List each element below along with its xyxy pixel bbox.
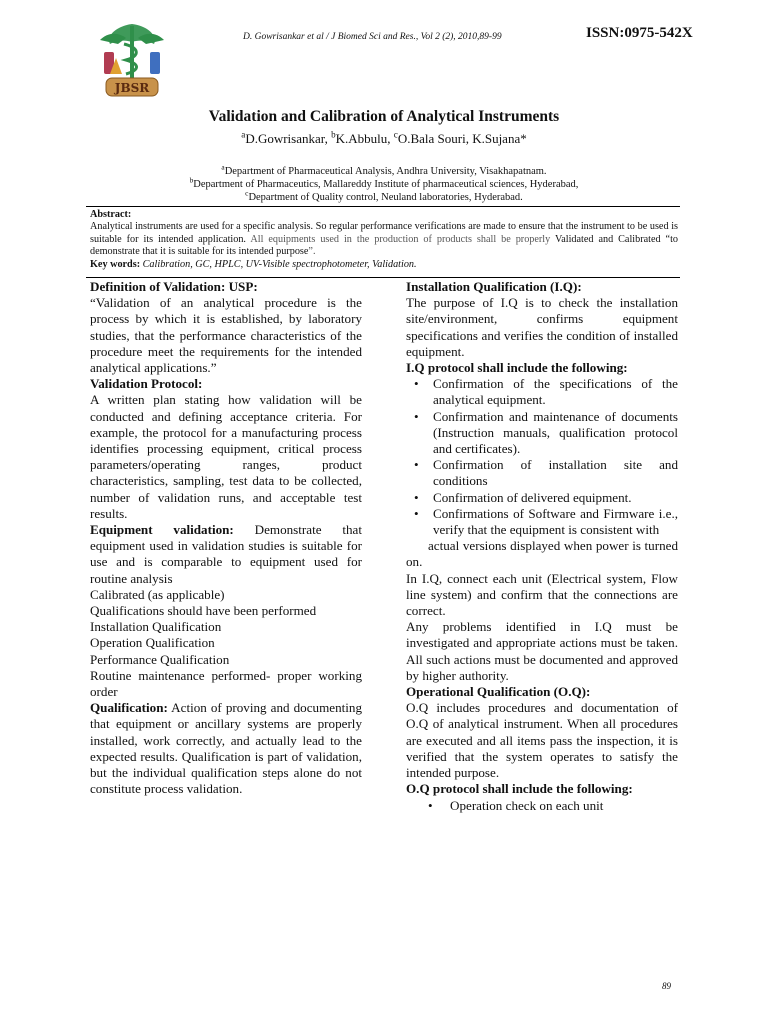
paragraph: In I.Q, connect each unit (Electrical system, Flow line system) and confirm that the connections are correct. [406, 570, 678, 619]
affiliation-sup: b [189, 175, 194, 185]
list-item [406, 490, 678, 506]
paragraph-text: Action of proving and documenting that equipment or ancillary systems are properly installed, work correctly, and actually lead to the expected results. Qualification is part of validation, but the individual qualification steps alone do not constitute process validation. [90, 700, 362, 797]
author-name: K.Abbulu, [335, 131, 394, 146]
abstract [90, 209, 678, 271]
keywords [90, 259, 678, 271]
header-citation: D. Gowrisankar et al / J Biomed Sci and Res., Vol 2 (2), 2010,89-99 [243, 32, 502, 42]
bullet-icon: • [414, 505, 419, 521]
issn: ISSN:0975-542X [586, 25, 693, 41]
list-item [406, 409, 678, 458]
list-line: Routine maintenance performed- proper working order [90, 667, 362, 700]
list-item-text: Confirmation of installation site and conditions [433, 457, 678, 489]
affiliation-text: Department of Pharmaceutical Analysis, Andhra University, Visakhapatnam. [224, 166, 547, 177]
keywords-values: Calibration, GC, HPLC, UV-Visible spectrophotometer, Validation. [142, 258, 417, 270]
section-heading: Validation Protocol: [90, 376, 203, 392]
abstract-text: Analytical instruments are used for a specific analysis. So regular performance verifications are made to ensure that the instrument to be used is suitable for its intended application. [90, 221, 678, 245]
abstract-text: “to demonstrate that it is suitable for its intended purpose [90, 233, 678, 258]
list-item [406, 798, 678, 814]
paragraph: O.Q includes procedures and documentation of O.Q of analytical instrument. When all procedures are executed and all items pass the inspection, it is verified that the system operates to satisfy the intended purpose. [406, 700, 678, 781]
inline-heading: Qualification: [90, 700, 168, 716]
abstract-body [90, 221, 678, 258]
list-item-text: Confirmation and maintenance of documents (Instruction manuals, qualification protocol and certificates). [433, 408, 678, 457]
section-heading: Operational Qualification (O.Q): [406, 684, 591, 700]
page-number: 89 [662, 981, 671, 991]
list-line: Operation Qualification [90, 635, 215, 651]
affiliation-text: Department of Pharmaceutics, Mallareddy Institute of pharmaceutical sciences, Hyderabad, [193, 179, 579, 190]
section-heading: I.Q protocol shall include the following: [406, 360, 628, 376]
author-sup: b [331, 129, 336, 140]
abstract-top-rule [86, 206, 680, 207]
paragraph: actual versions displayed when power is turned on. [406, 538, 678, 570]
paragraph [90, 522, 362, 587]
list-line: Performance Qualification [90, 651, 230, 667]
bullet-icon: • [414, 457, 419, 473]
section-heading: O.Q protocol shall include the following: [406, 781, 633, 797]
affiliations [0, 162, 768, 204]
section-heading: Installation Qualification (I.Q): [406, 279, 582, 294]
affiliation [0, 162, 768, 178]
abstract-bottom-rule [86, 277, 680, 278]
list-line: Qualifications should have been performed [90, 603, 317, 619]
left-column [90, 279, 362, 798]
list-line: Calibrated (as applicable) [90, 586, 225, 602]
list-item [406, 376, 678, 408]
paragraph-text: Demonstrate that equipment used in validation studies is suitable for use and is comparable to equipment used for routine analysis [90, 522, 362, 586]
affiliation-sup: c [245, 188, 249, 198]
abstract-heading: Abstract: [90, 209, 132, 220]
inline-heading: Equipment validation: [90, 522, 234, 538]
iq-list [406, 376, 678, 538]
logo-text: JBSR [114, 81, 150, 95]
section-heading: Definition of Validation: USP: [90, 279, 258, 294]
bullet-icon: • [414, 489, 419, 505]
abstract-text: ”. [308, 246, 316, 258]
author-name: O.Bala Souri, K.Sujana* [397, 131, 527, 146]
oq-list [406, 798, 678, 814]
list-item [406, 506, 678, 538]
right-column [406, 279, 678, 814]
author-list [0, 131, 768, 147]
list-item-text: Confirmation of the specifications of the analytical equipment. [433, 376, 678, 408]
affiliation-text: Department of Quality control, Neuland laboratories, Hyderabad. [248, 192, 523, 203]
journal-logo [96, 18, 168, 100]
list-item-text: Confirmation of delivered equipment. [433, 489, 632, 505]
affiliation-sup: a [221, 162, 225, 172]
affiliation [0, 188, 768, 204]
paragraph: Any problems identified in I.Q must be investigated and appropriate actions must be taken. All such actions must be documented and approved by higher authority. [406, 619, 678, 683]
keywords-label: Key words: [90, 258, 143, 270]
author-sup: a [241, 129, 246, 140]
list-line: Installation Qualification [90, 619, 222, 635]
affiliation [0, 175, 768, 191]
bullet-icon: • [414, 376, 419, 392]
abstract-text: All equipments used in the production of products shall be properly [250, 233, 556, 245]
bullet-icon: • [414, 408, 419, 424]
bullet-icon: • [428, 797, 433, 813]
list-item-text: Operation check on each unit [450, 797, 604, 813]
paragraph: “Validation of an analytical procedure is the process by which it is established, by laboratory studies, that the performance characteristics of the procedure meet the requirements for the intended analytical applications.” [90, 295, 362, 376]
paper-title: Validation and Calibration of Analytical Instruments [208, 108, 560, 125]
list-item-text: Confirmations of Software and Firmware i.e., verify that the equipment is consistent with [433, 505, 678, 538]
paragraph: A written plan stating how validation will be conducted and defining acceptance criteria. For example, the protocol for a manufacturing process identifies processing equipment, critical process parameters/operating ranges, product characteristics, sampling, test data to be collected, number of validation runs, and acceptable test results. [90, 392, 362, 521]
author-name: D.Gowrisankar, [245, 131, 332, 146]
abstract-text: Validated and Calibrated [555, 233, 666, 245]
paragraph: The purpose of I.Q is to check the installation site/environment, confirms equipment specifications and verifies the condition of installed equipment. [406, 295, 678, 359]
paragraph [90, 700, 362, 797]
list-item [406, 457, 678, 489]
author-sup: c [393, 129, 398, 140]
